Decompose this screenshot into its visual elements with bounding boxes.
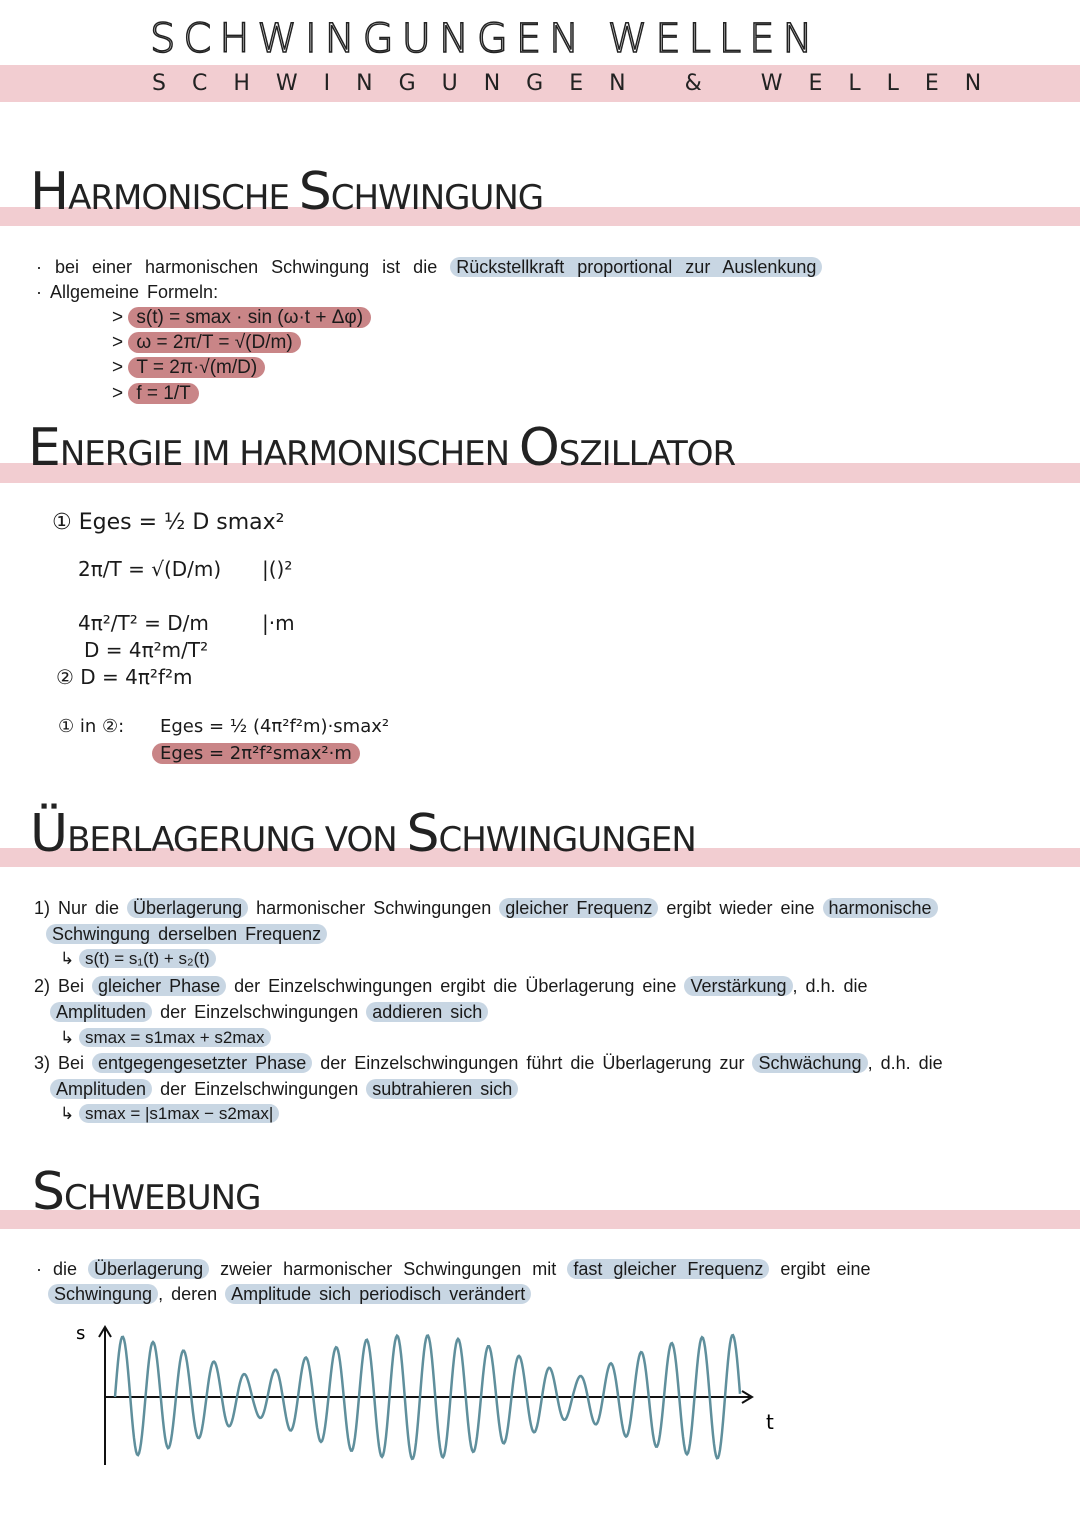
heading-beat: SCHWEBUNG	[32, 1162, 261, 1222]
formula-4: > f = 1/T	[112, 383, 199, 405]
formula-3: > T = 2π·√(m/D)	[112, 357, 265, 379]
formula-1: > s(t) = smax · sin (ω·t + Δφ)	[112, 307, 371, 329]
energy-step-1: ① Eges = ½ D smax²	[52, 510, 285, 535]
beat-graph	[60, 1315, 800, 1475]
bullet-2: · Allgemeine Formeln:	[36, 282, 219, 302]
beat-line1: · die Überlagerung zweier harmonischer Schwingungen mit fast gleicher Frequenz ergibt eine	[36, 1259, 871, 1279]
energy-step-5: ② D = 4π²f²m	[56, 665, 193, 689]
x-axis-label: t	[766, 1410, 774, 1434]
heading-harmonic: HARMONISCHE SCHWINGUNG	[30, 162, 544, 222]
superposition-p3-formula: ↳ smax = |s1max − s2max|	[60, 1104, 279, 1124]
bullet-1: · bei einer harmonischen Schwingung ist die Rückstellkraft proportional zur Auslenkung	[36, 256, 822, 278]
energy-step-3-op: |·m	[262, 611, 295, 635]
title-small: SCHWINGUNGEN & WELLEN	[152, 71, 1008, 96]
energy-step-6: Eges = ½ (4π²f²m)·smax²	[160, 716, 390, 737]
superposition-p1-formula: ↳ s(t) = s₁(t) + s₂(t)	[60, 949, 216, 969]
superposition-p2-line1: 2) Bei gleicher Phase der Einzelschwingungen ergibt die Überlagerung eine Verstärkung , d.h. die	[34, 976, 868, 996]
title-large: SCHWINGUNGEN WELLEN	[150, 16, 821, 62]
superposition-p1-line1: 1) Nur die Überlagerung harmonischer Schwingungen gleicher Frequenz ergibt wieder eine harmonische	[34, 897, 938, 919]
energy-step-2-op: |()²	[262, 557, 293, 581]
y-axis-label: s	[76, 1323, 86, 1344]
heading-energy: ENERGIE IM HARMONISCHEN OSZILLATOR	[28, 418, 736, 478]
energy-step-3: 4π²/T² = D/m	[78, 611, 209, 635]
energy-step-2: 2π/T = √(D/m)	[78, 557, 222, 581]
energy-step-6-label: ① in ②:	[58, 716, 125, 737]
energy-result: Eges = 2π²f²smax²·m	[152, 743, 360, 764]
heading-superposition: ÜBERLAGERUNG VON SCHWINGUNGEN	[30, 804, 696, 864]
beat-line2: Schwingung , deren Amplitude sich periodisch verändert	[48, 1283, 531, 1305]
energy-step-4: D = 4π²m/T²	[84, 638, 209, 662]
formula-2: > ω = 2π/T = √(D/m)	[112, 332, 301, 354]
superposition-p2-formula: ↳ smax = s1max + s2max	[60, 1028, 271, 1048]
superposition-p1-line2: Schwingung derselben Frequenz	[46, 923, 327, 945]
superposition-p3-line2: Amplituden der Einzelschwingungen subtrahieren sich	[50, 1078, 518, 1100]
superposition-p2-line2: Amplituden der Einzelschwingungen addieren sich	[50, 1001, 488, 1023]
superposition-p3-line1: 3) Bei entgegengesetzter Phase der Einzelschwingungen führt die Überlagerung zur Schwächung , d.h. die	[34, 1053, 943, 1073]
